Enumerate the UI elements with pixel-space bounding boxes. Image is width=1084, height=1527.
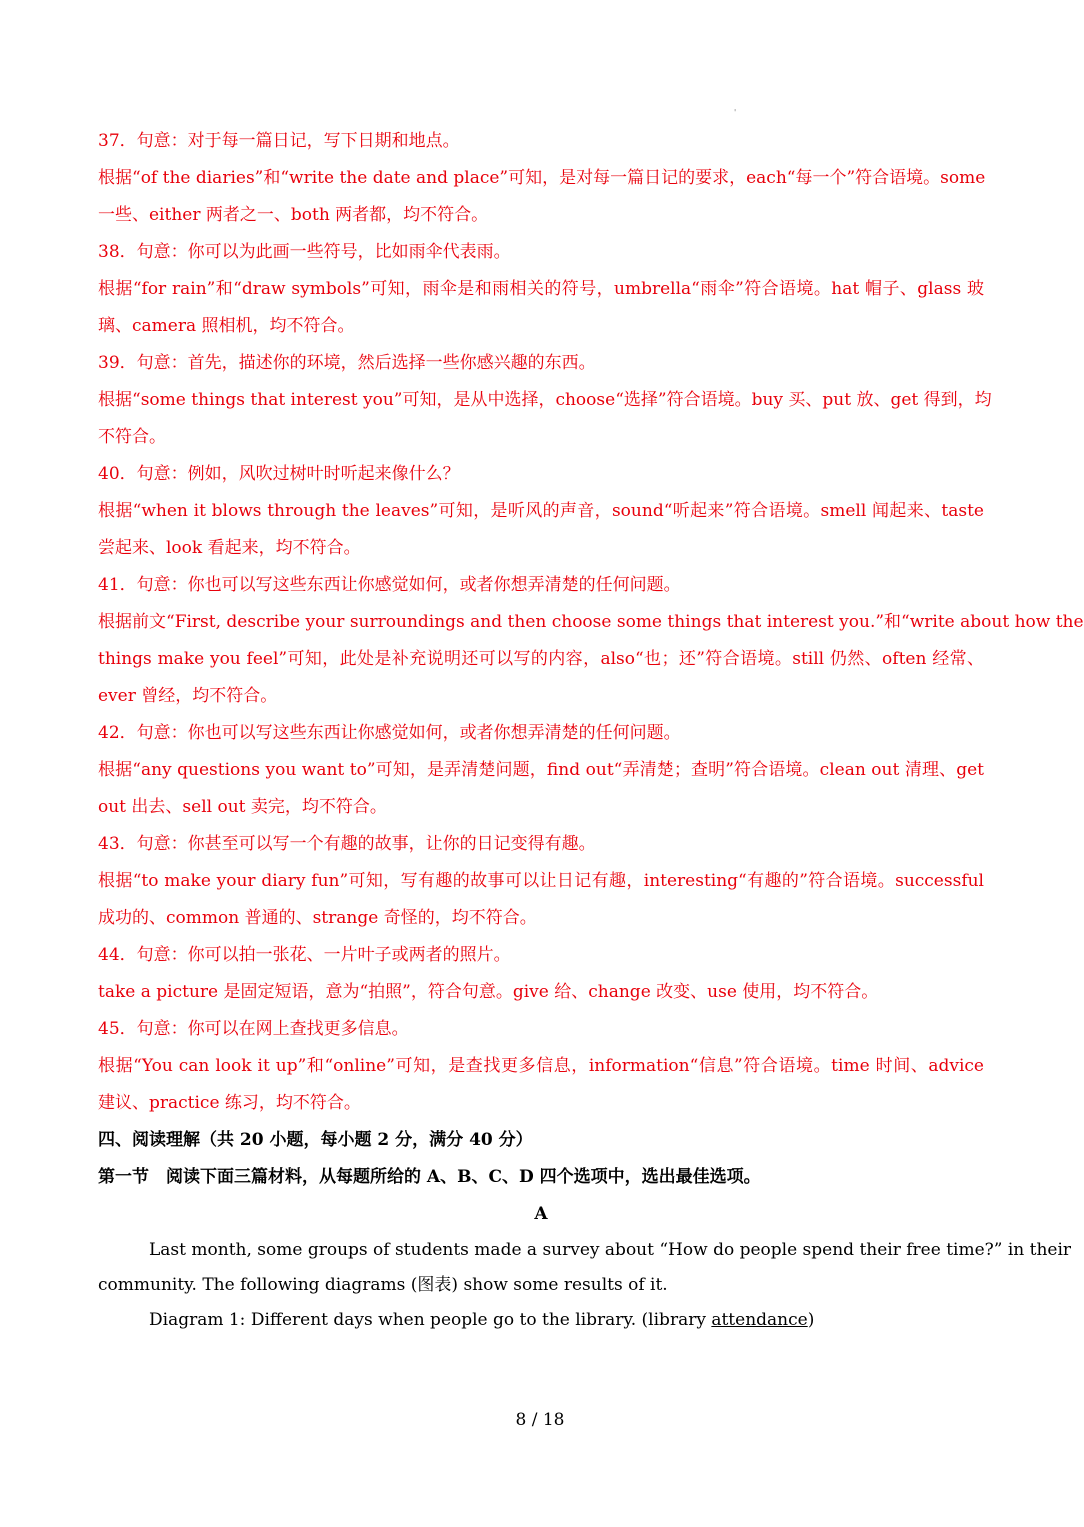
question-38-explanation-line-1: 根据“for rain”和“draw symbols”可知，雨伞是和雨相关的符号，umbrella“雨伞”符合语境。hat 帽子、glass 玻	[98, 279, 984, 299]
question-43-explanation-line-1: 根据“to make your diary fun”可知，写有趣的故事可以让日记有趣，interesting“有趣的”符合语境。successful	[98, 871, 984, 891]
question-40-explanation-line-1: 根据“when it blows through the leaves”可知，是听风的声音，sound“听起来”符合语境。smell 闻起来、taste	[98, 501, 984, 521]
diagram-caption-underlined-word: attendance	[711, 1310, 808, 1330]
question-37-explanation-line-2: 一些、either 两者之一、both 两者都，均不符合。	[98, 205, 489, 225]
question-39-translation: 39．句意：首先，描述你的环境，然后选择一些你感兴趣的东西。	[98, 353, 596, 373]
question-41-explanation-line-1: 根据前文“First, describe your surroundings and then choose some things that interest you.”和“write about how the	[98, 612, 1084, 632]
question-44-explanation-line-1: take a picture 是固定短语，意为“拍照”，符合句意。give 给、change 改变、use 使用，均不符合。	[98, 982, 879, 1002]
question-39-explanation-line-2: 不符合。	[98, 427, 166, 447]
question-42-translation: 42．句意：你也可以写这些东西让你感觉如何，或者你想弄清楚的任何问题。	[98, 723, 681, 743]
passage-line-2: community. The following diagrams (图表) show some results of it.	[98, 1275, 668, 1295]
page-number: 8 / 18	[515, 1410, 565, 1430]
question-40-explanation-line-2: 尝起来、look 看起来，均不符合。	[98, 538, 361, 558]
question-42-explanation-line-1: 根据“any questions you want to”可知，是弄清楚问题，find out“弄清楚；查明”符合语境。clean out 清理、get	[98, 760, 984, 780]
question-37-translation: 37．句意：对于每一篇日记，写下日期和地点。	[98, 131, 460, 151]
question-43-translation: 43．句意：你甚至可以写一个有趣的故事，让你的日记变得有趣。	[98, 834, 596, 854]
question-40-translation: 40．句意：例如，风吹过树叶时听起来像什么？	[98, 464, 460, 484]
question-37-explanation-line-1: 根据“of the diaries”和“write the date and place”可知，是对每一篇日记的要求，each“每一个”符合语境。some	[98, 168, 986, 188]
question-38-translation: 38．句意：你可以为此画一些符号，比如雨伞代表雨。	[98, 242, 511, 262]
question-38-explanation-line-2: 璃、camera 照相机，均不符合。	[98, 316, 355, 336]
section-heading: 四、阅读理解（共 20 小题，每小题 2 分，满分 40 分）	[98, 1130, 533, 1150]
question-39-explanation-line-1: 根据“some things that interest you”可知，是从中选择，choose“选择”符合语境。buy 买、put 放、get 得到，均	[98, 390, 992, 410]
part-heading: 第一节 阅读下面三篇材料，从每题所给的 A、B、C、D 四个选项中，选出最佳选项。	[98, 1167, 761, 1187]
question-45-explanation-line-2: 建议、practice 练习，均不符合。	[98, 1093, 361, 1113]
scan-mark: '	[734, 108, 737, 117]
diagram-caption-prefix: Diagram 1: Different days when people go to the library. (library	[149, 1310, 712, 1330]
diagram-caption	[98, 1303, 984, 1338]
question-41-translation: 41．句意：你也可以写这些东西让你感觉如何，或者你想弄清楚的任何问题。	[98, 575, 681, 595]
question-45-translation: 45．句意：你可以在网上查找更多信息。	[98, 1019, 409, 1039]
passage-letter: A	[534, 1204, 548, 1224]
question-44-translation: 44．句意：你可以拍一张花、一片叶子或两者的照片。	[98, 945, 511, 965]
question-45-explanation-line-1: 根据“You can look it up”和“online”可知，是查找更多信息，information“信息”符合语境。time 时间、advice	[98, 1056, 984, 1076]
document-body	[98, 123, 1084, 1338]
diagram-caption-suffix: )	[807, 1310, 815, 1330]
question-43-explanation-line-2: 成功的、common 普通的、strange 奇怪的，均不符合。	[98, 908, 537, 928]
passage-line-1: Last month, some groups of students made a survey about “How do people spend their free time?” in their	[149, 1240, 1072, 1260]
question-42-explanation-line-2: out 出去、sell out 卖完，均不符合。	[98, 797, 387, 817]
question-41-explanation-line-2: things make you feel”可知，此处是补充说明还可以写的内容，also“也；还”符合语境。still 仍然、often 经常、	[98, 649, 984, 669]
question-41-explanation-line-3: ever 曾经，均不符合。	[98, 686, 278, 706]
